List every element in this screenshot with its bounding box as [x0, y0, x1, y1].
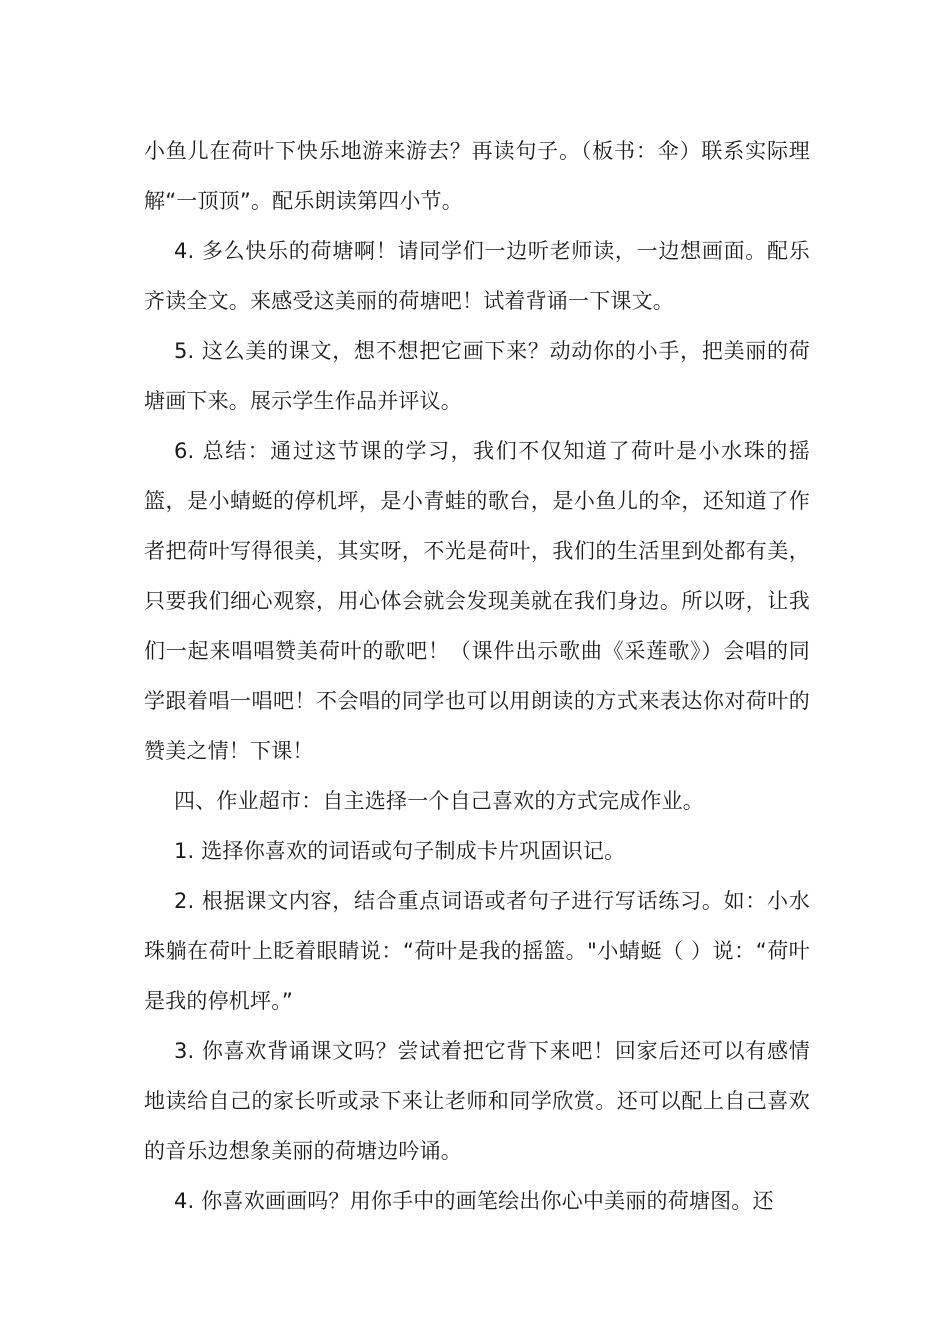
homework-item-4: 4. 你喜欢画画吗？用你手中的画笔绘出你心中美丽的荷塘图。还 — [174, 1189, 774, 1213]
paragraph-continuation: 小鱼儿在荷叶下快乐地游来游去？再读句子。（板书：伞）联系实际理解“一顶顶”。配乐朗读第四小节。 — [144, 139, 810, 213]
section-heading-homework: 四、作业超市：自主选择一个自己喜欢的方式完成作业。 — [174, 789, 704, 813]
paragraph-step-5: 5. 这么美的课文，想不想把它画下来？动动你的小手，把美丽的荷塘画下来。展示学生作品并评议。 — [144, 339, 810, 413]
homework-item-2: 2. 根据课文内容，结合重点词语或者句子进行写话练习。如：小水珠躺在荷叶上眨着眼睛说：“荷叶是我的摇篮。"小蜻蜓（ ）说：“荷叶是我的停机坪。” — [144, 889, 810, 1013]
homework-item-3: 3. 你喜欢背诵课文吗？尝试着把它背下来吧！回家后还可以有感情地读给自己的家长听或录下来让老师和同学欣赏。还可以配上自己喜欢的音乐边想象美丽的荷塘边吟诵。 — [144, 1039, 810, 1163]
paragraph-step-6-summary: 6. 总结：通过这节课的学习，我们不仅知道了荷叶是小水珠的摇篮，是小蜻蜓的停机坪，是小青蛙的歌台，是小鱼儿的伞，还知道了作者把荷叶写得很美，其实呀，不光是荷叶，我们的生活里到处都有美，只要我们细心观察，用心体会就会发现美就在我们身边。所以呀，让我们一起来唱唱赞美荷叶的歌吧！（课件出示歌曲《采莲歌》）会唱的同学跟着唱一唱吧！不会唱的同学也可以用朗读的方式来表达你对荷叶的赞美之情！下课！ — [144, 439, 810, 763]
homework-item-1: 1. 选择你喜欢的词语或句子制成卡片巩固识记。 — [174, 839, 626, 863]
paragraph-step-4: 4. 多么快乐的荷塘啊！请同学们一边听老师读，一边想画面。配乐齐读全文。来感受这美丽的荷塘吧！试着背诵一下课文。 — [144, 239, 810, 313]
body-text — [144, 126, 810, 1226]
